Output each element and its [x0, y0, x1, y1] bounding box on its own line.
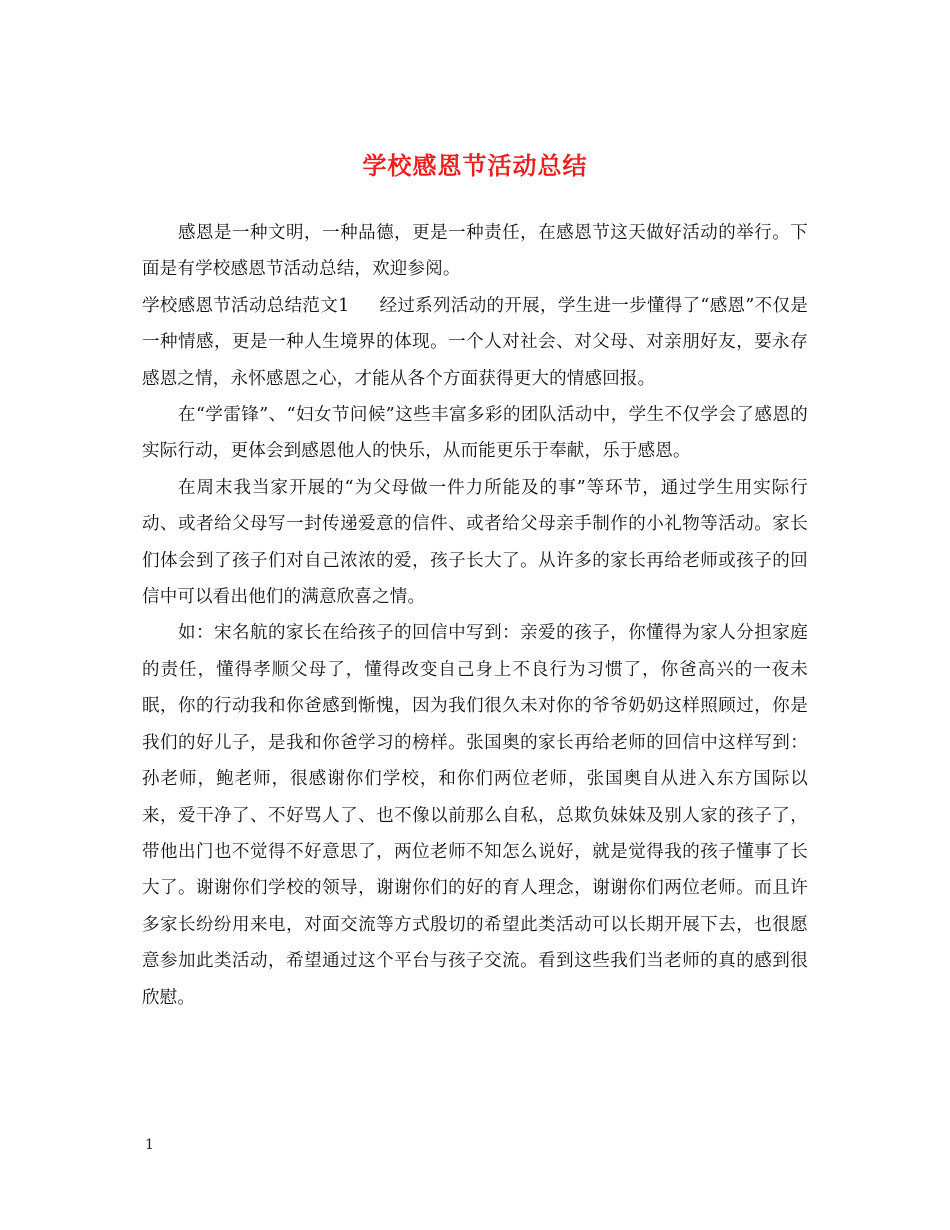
- paragraph-2: 在“学雷锋”、“妇女节问候”这些丰富多彩的团队活动中，学生不仅学会了感恩的实际行动，更体会到感恩他人的快乐，从而能更乐于奉献，乐于感恩。: [142, 405, 808, 462]
- document-body: [142, 215, 808, 1016]
- document-title: 学校感恩节活动总结: [362, 151, 588, 180]
- sample-paragraph-1: [142, 288, 808, 397]
- paragraph-4: 如：宋名航的家长在给孩子的回信中写到：亲爱的孩子，你懂得为家人分担家庭的责任，懂得孝顺父母了，懂得改变自己身上不良行为习惯了，你爸高兴的一夜未眠，你的行动我和你爸感到惭愧，因为我们很久未对你的爷爷奶奶这样照顾过，你是我们的好儿子，是我和你爸学习的榜样。张国奥的家长再给老师的回信中这样写到：孙老师，鲍老师，很感谢你们学校，和你们两位老师，张国奥自从进入东方国际以来，爱干净了、不好骂人了、也不像以前那么自私，总欺负妹妹及别人家的孩子了，带他出门也不觉得不好意思了，两位老师不知怎么说好，就是觉得我的孩子懂事了长大了。谢谢你们学校的领导，谢谢你们的好的育人理念，谢谢你们两位老师。而且许多家长纷纷用来电，对面交流等方式殷切的希望此类活动可以长期开展下去，也很愿意参加此类活动，希望通过这个平台与孩子交流。看到这些我们当老师的真的感到很欣慰。: [142, 623, 808, 1008]
- paragraph-3: 在周末我当家开展的“为父母做一件力所能及的事”等环节，通过学生用实际行动、或者给父母写一封传递爱意的信件、或者给父母亲手制作的小礼物等活动。家长们体会到了孩子们对自己浓浓的爱，孩子长大了。从许多的家长再给老师或孩子的回信中可以看出他们的满意欣喜之情。: [142, 477, 808, 608]
- page-number: 1: [145, 1137, 154, 1153]
- sample-heading: 学校感恩节活动总结范文1: [142, 295, 350, 316]
- paragraph-1-text: 经过系列活动的开展，学生进一步懂得了“感恩”不仅是一种情感，更是一种人生境界的体现。一个人对社会、对父母、对亲朋好友，要永存感恩之情，永怀感恩之心，才能从各个方面获得更大的情感回报。: [142, 295, 808, 389]
- intro-paragraph: 感恩是一种文明，一种品德，更是一种责任，在感恩节这天做好活动的举行。下面是有学校感恩节活动总结，欢迎参阅。: [142, 223, 808, 280]
